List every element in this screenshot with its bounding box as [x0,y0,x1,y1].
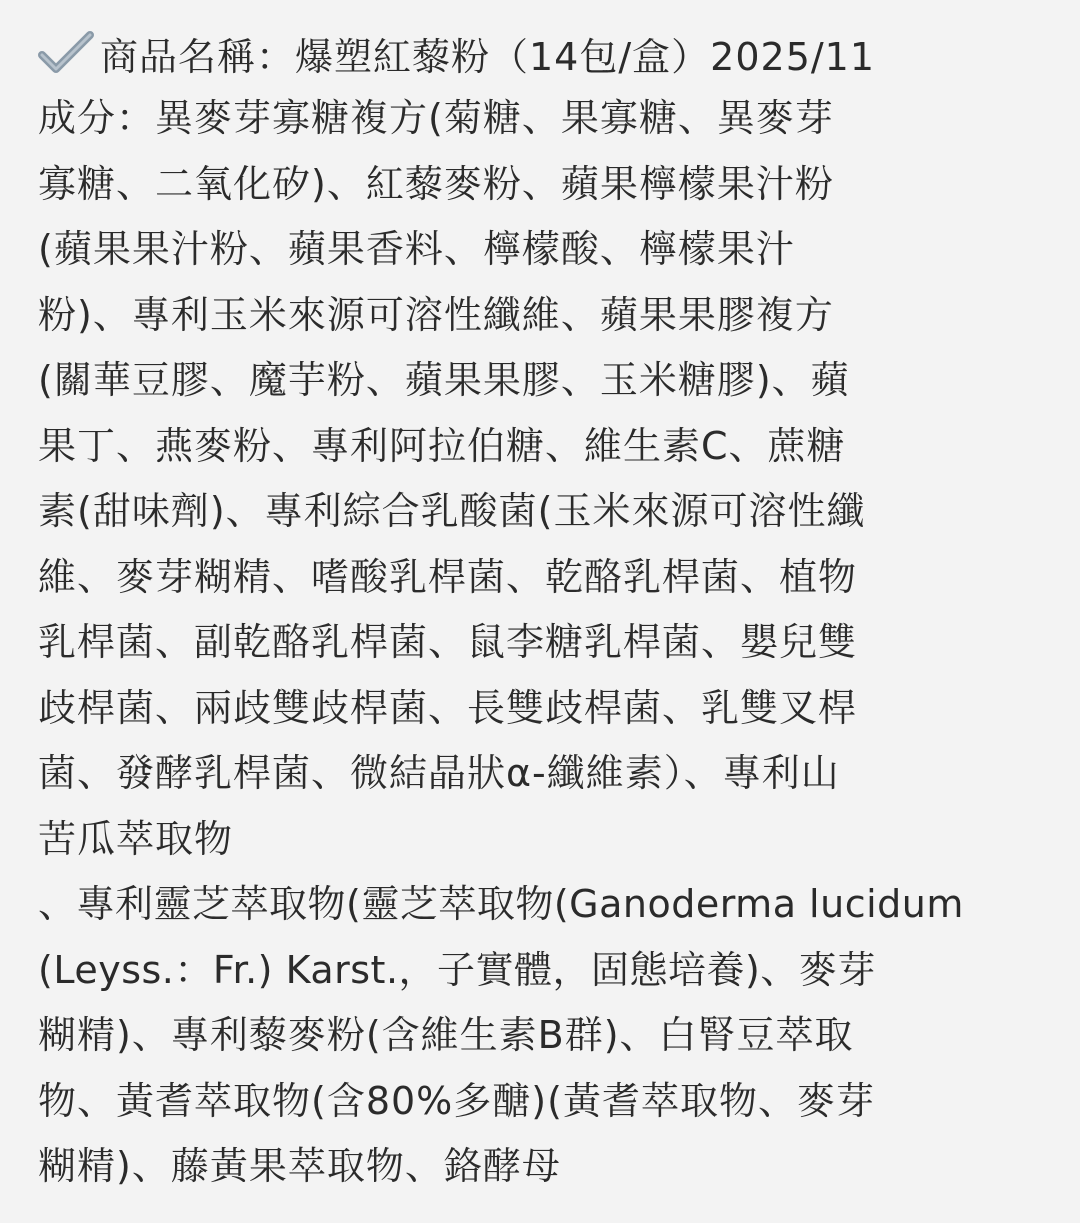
ingredient-line: 素(甜味劑)、專利綜合乳酸菌(玉米來源可溶性纖 [38,489,866,533]
ingredient-line: 菌、發酵乳桿菌、微結晶狀α-纖維素）、專利山 [38,751,840,795]
ingredient-line: 乳桿菌、副乾酪乳桿菌、鼠李糖乳桿菌、嬰兒雙 [38,620,858,664]
ingredient-line: 苦瓜萃取物 [38,816,234,861]
ingredient-line: 糊精)、專利藜麥粉(含維生素B群)、白腎豆萃取 [38,1013,854,1057]
product-title-line [38,20,1044,86]
ingredient-line: 粉)、專利玉米來源可溶性纖維、蘋果果膠複方 [38,292,834,337]
ingredient-line: 歧桿菌、兩歧雙歧桿菌、長雙歧桿菌、乳雙叉桿 [38,685,858,730]
ingredient-line: 糊精)、藤黃果萃取物、鉻酵母 [38,1144,561,1188]
ingredient-line: 、專利靈芝萃取物(靈芝萃取物(Ganoderma lucidum [38,882,964,926]
ingredient-line: (關華豆膠、魔芋粉、蘋果果膠、玉米糖膠)、蘋 [38,358,850,402]
product-title: 商品名稱：爆塑紅藜粉（14包/盒）2025/11 [100,34,876,79]
ingredient-line: 物、黃耆萃取物(含80%多醣)(黃耆萃取物、麥芽 [38,1078,875,1123]
ingredient-line: 維、麥芽糊精、嗜酸乳桿菌、乾酪乳桿菌、植物 [38,554,858,599]
ingredient-line: 成分：異麥芽寡糖複方(菊糖、果寡糖、異麥芽 [38,96,834,140]
ingredient-line: (Leyss.：Fr.) Karst.，子實體，固態培養)、麥芽 [38,947,876,992]
ingredient-line: (蘋果果汁粉、蘋果香料、檸檬酸、檸檬果汁 [38,227,795,271]
check-mark-icon [38,31,94,75]
ingredient-line: 果丁、燕麥粉、專利阿拉伯糖、維生素C、蔗糖 [38,423,846,468]
ingredient-line: 寡糖、二氧化矽)、紅藜麥粉、蘋果檸檬果汁粉 [38,161,834,206]
